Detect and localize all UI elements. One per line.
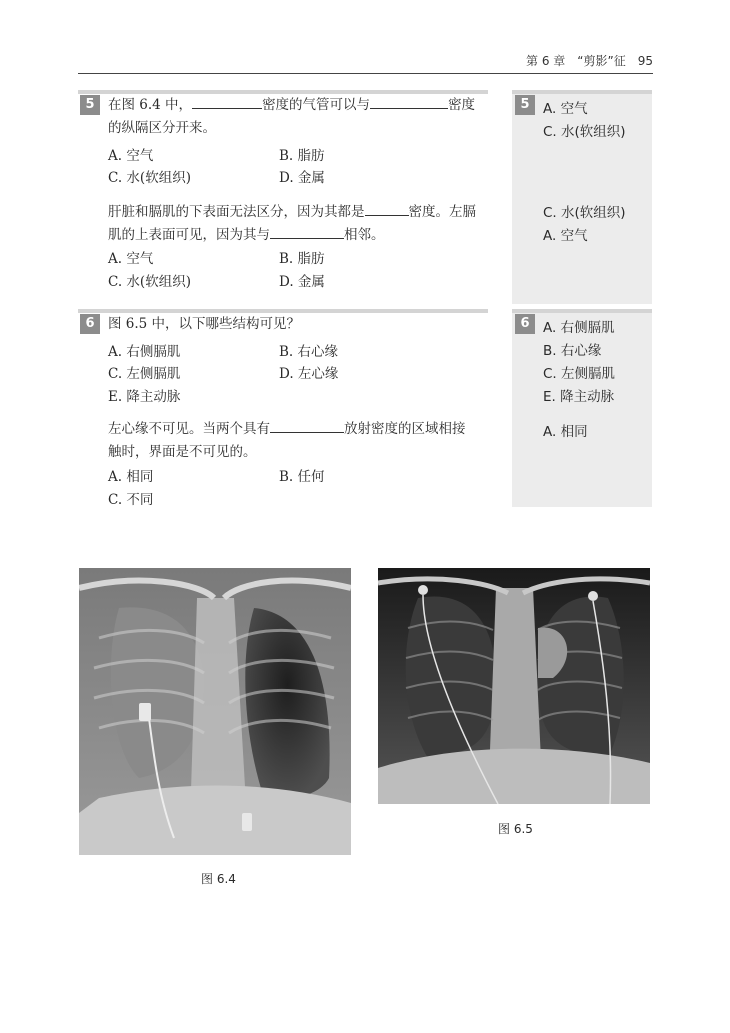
chapter-title: 第 6 章 “剪影”征 — [526, 54, 626, 68]
q6-number-badge: 6 — [80, 314, 100, 334]
q6-option: C. 不同 — [108, 492, 154, 508]
q5-option: A. 空气 — [108, 251, 154, 267]
q6-option: B. 右心缘 — [279, 344, 339, 360]
q5-text-seg: 肌的上表面可见，因为其与 — [108, 227, 270, 243]
q5-option: A. 空气 — [108, 148, 154, 164]
q5-text-seg: 相邻。 — [344, 227, 385, 243]
figure-6-4-caption: 图 6.4 — [201, 872, 236, 886]
figure-6-5-caption: 图 6.5 — [498, 822, 533, 836]
q5-number-badge: 5 — [80, 95, 100, 115]
q6-answer: B. 右心缘 — [543, 343, 602, 359]
page-number: 95 — [637, 54, 653, 68]
q5-answer-bar — [512, 90, 652, 94]
answer-blank — [270, 418, 344, 433]
q6-option: C. 左侧膈肌 — [108, 366, 181, 382]
q5-option: D. 金属 — [279, 170, 325, 186]
q5-text-seg: 密度 — [448, 97, 476, 113]
q5-text-seg: 肝脏和膈肌的下表面无法区分，因为其都是 — [108, 204, 365, 220]
q5-option: B. 脂肪 — [279, 251, 325, 267]
q5-answer: C. 水(软组织) — [543, 205, 626, 221]
answer-blank — [192, 94, 262, 109]
q6-text-seg: 放射密度的区域相接 — [344, 421, 466, 437]
q5-answer: C. 水(软组织) — [543, 124, 626, 140]
q6-option: A. 相同 — [108, 469, 154, 485]
q5-option: D. 金属 — [279, 274, 325, 290]
answer-blank — [370, 94, 448, 109]
answer-blank — [365, 201, 409, 216]
answer-blank — [270, 224, 344, 239]
q6-answer-badge: 6 — [515, 314, 535, 334]
figure-6-4-xray — [79, 568, 351, 855]
xray-image-2 — [378, 568, 650, 804]
q6-answer: A. 相同 — [543, 424, 588, 440]
q5-part2-text — [108, 201, 493, 247]
q6-text-seg: 触时，界面是不可见的。 — [108, 444, 257, 460]
q5-text-seg: 密度。左膈 — [408, 204, 476, 220]
q6-option: E. 降主动脉 — [108, 389, 181, 405]
q5-answer-badge: 5 — [515, 95, 535, 115]
q6-answer-bar — [512, 309, 652, 313]
q6-part1-text: 图 6.5 中，以下哪些结构可见？ — [108, 316, 301, 332]
q5-text-seg: 密度的气管可以与 — [262, 97, 371, 113]
q5-text-seg: 在图 6.4 中， — [108, 97, 193, 113]
q6-answer: C. 左侧膈肌 — [543, 366, 616, 382]
q5-part1-text — [108, 94, 493, 140]
q5-text-seg: 的纵隔区分开来。 — [108, 120, 216, 136]
q6-text-seg: 左心缘不可见。当两个具有 — [108, 421, 270, 437]
xray-image-1 — [79, 568, 351, 855]
q6-option: D. 左心缘 — [279, 366, 339, 382]
q5-option: C. 水(软组织) — [108, 170, 191, 186]
q5-answer: A. 空气 — [543, 228, 588, 244]
q6-option: A. 右侧膈肌 — [108, 344, 181, 360]
figure-6-5-xray — [378, 568, 650, 804]
q6-answer: E. 降主动脉 — [543, 389, 615, 405]
running-header — [526, 52, 653, 69]
header-rule — [78, 73, 653, 74]
q6-answer: A. 右侧膈肌 — [543, 320, 615, 336]
q6-option: B. 任何 — [279, 469, 325, 485]
q6-part2-text — [108, 418, 493, 464]
q5-option: C. 水(软组织) — [108, 274, 191, 290]
q5-answer: A. 空气 — [543, 101, 588, 117]
q5-option: B. 脂肪 — [279, 148, 325, 164]
